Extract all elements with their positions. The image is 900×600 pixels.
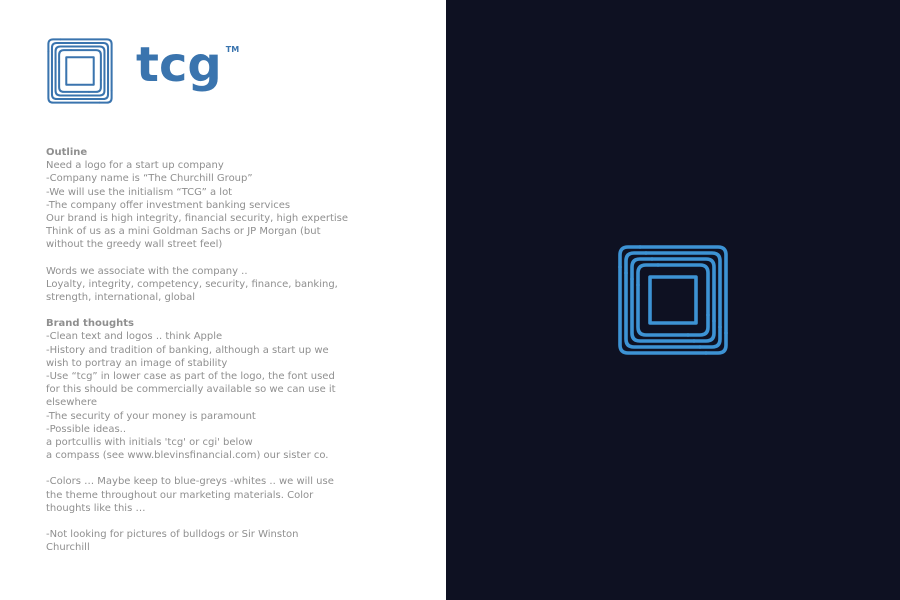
brief-line: strength, international, global	[46, 292, 195, 304]
brief-line: -Possible ideas..	[46, 423, 127, 435]
brief-line: Think of us as a mini Goldman Sachs or JP Morgan (but	[46, 226, 321, 238]
brief-section	[46, 475, 366, 515]
brief-line: -Colors … Maybe keep to blue-greys -whites .. we will use	[46, 476, 334, 488]
mark-strand-corner-tl	[48, 39, 60, 51]
brief-line: a compass (see www.blevinsfinancial.com) our sister co.	[46, 450, 329, 462]
mark-strand-corner-br	[96, 87, 108, 99]
brief-line: -Not looking for pictures of bulldogs or Sir Winston	[46, 529, 299, 541]
mark-strand-corner-tl	[59, 50, 71, 62]
brief-panel	[0, 0, 446, 600]
mark-strand-corner-br	[706, 333, 726, 353]
brief-line: Words we associate with the company ..	[46, 265, 248, 277]
brief-heading: Outline	[46, 147, 88, 158]
brief-line: the theme throughout our marketing materials. Color	[46, 489, 314, 501]
dark-preview-panel	[446, 0, 900, 600]
brief-line: -The company offer investment banking services	[46, 199, 291, 211]
brief-line: Need a logo for a start up company	[46, 160, 224, 172]
brief-line: -Use “tcg” in lower case as part of the logo, the font used	[46, 371, 335, 383]
mark-strand-top-right	[67, 47, 104, 84]
mark-strand-corner-tl	[620, 247, 640, 267]
mark-strand-bottom-left	[59, 62, 89, 92]
tcg-logo-mark-icon	[46, 37, 114, 105]
mark-strand-corner-tl	[52, 43, 64, 55]
brief-line: without the greedy wall street feel)	[46, 239, 223, 251]
brief-section	[46, 265, 366, 305]
design-brief-text	[46, 146, 366, 567]
brief-line: -History and tradition of banking, although a start up we	[46, 344, 329, 356]
mark-strand-corner-br	[700, 327, 720, 347]
logo-wordmark: tcg	[136, 37, 222, 93]
trademark-symbol: TM	[225, 44, 240, 54]
brief-line: -Company name is “The Churchill Group”	[46, 173, 253, 185]
mark-strand-top-right	[658, 265, 708, 315]
brief-line: Loyalty, integrity, competency, security, finance, banking,	[46, 278, 338, 290]
mark-strand-bottom-left	[638, 285, 688, 335]
tcg-logo-mark-on-dark-icon	[616, 243, 730, 357]
mark-strand-corner-tl	[638, 265, 658, 285]
mark-strand-corner-br	[688, 315, 708, 335]
mark-inner-square	[66, 57, 93, 84]
brief-line: wish to portray an image of stability	[46, 357, 228, 369]
brief-line: -Clean text and logos .. think Apple	[46, 331, 223, 343]
mark-strand-corner-br	[100, 91, 112, 103]
brief-section	[46, 317, 366, 462]
mark-strand-bottom-left	[56, 58, 93, 95]
brief-line: -We will use the initialism “TCG” a lot	[46, 186, 233, 198]
mark-strand-corner-tl	[626, 253, 646, 273]
brief-heading: Brand thoughts	[46, 318, 134, 330]
brief-line: a portcullis with initials 'tcg' or cgi' below	[46, 437, 253, 449]
mark-inner-square	[650, 277, 696, 323]
logo-lockup	[46, 37, 239, 105]
mark-strand-top-right	[71, 50, 101, 80]
brief-section	[46, 528, 366, 554]
brief-line: elsewhere	[46, 397, 98, 409]
brief-section	[46, 146, 366, 252]
brief-line: -The security of your money is paramount	[46, 410, 256, 422]
brief-line: Our brand is high integrity, financial security, high expertise	[46, 213, 349, 225]
mark-strand-corner-br	[89, 80, 101, 92]
brief-line: for this should be commercially available so we can use it	[46, 384, 336, 396]
brief-line: thoughts like this …	[46, 502, 146, 514]
brief-line: Churchill	[46, 542, 90, 554]
